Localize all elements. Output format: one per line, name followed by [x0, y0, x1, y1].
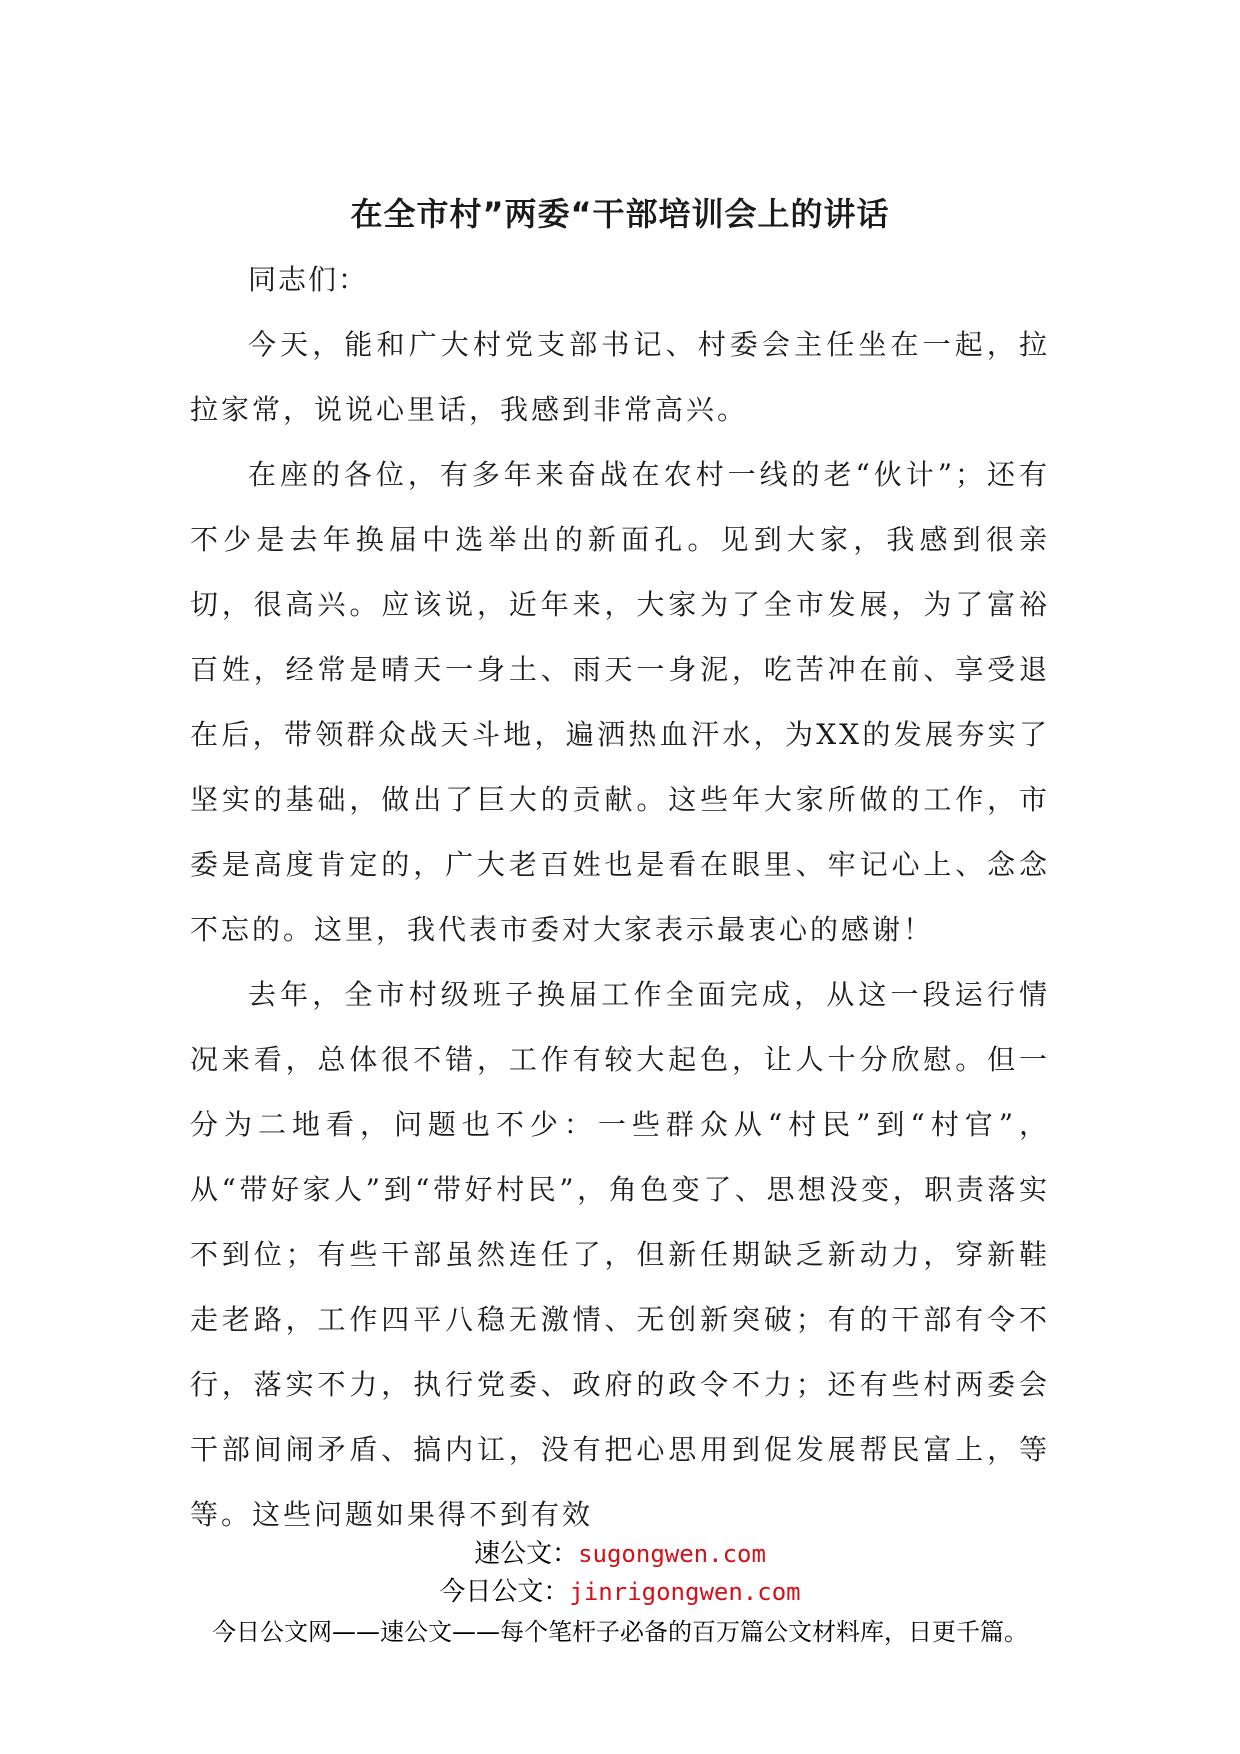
footer-slogan: 今日公文网——速公文——每个笔杆子必备的百万篇公文材料库，日更千篇。 [212, 1618, 1028, 1646]
document-title: 在全市村”两委“干部培训会上的讲话 [350, 195, 890, 233]
footer-label-sugongwen: 速公文： [474, 1539, 579, 1569]
document-body [190, 247, 1050, 1547]
footer-line-jinrigongwen [0, 1573, 1240, 1611]
footer-line-sugongwen [0, 1535, 1240, 1573]
footer-link-jinrigongwen[interactable]: jinrigongwen.com [569, 1578, 801, 1606]
body-paragraph: 去年，全市村级班子换届工作全面完成，从这一段运行情况来看，总体很不错，工作有较大起色，让人十分欣慰。但一分为二地看，问题也不少：一些群众从“村民”到“村官”，从“带好家人”到“带好村民”，角色变了、思想没变，职责落实不到位；有些干部虽然连任了，但新任期缺乏新动力，穿新鞋走老路，工作四平八稳无激情、无创新突破；有的干部有令不行，落实不力，执行党委、政府的政令不力；还有些村两委会干部间闹矛盾、搞内讧，没有把心思用到促发展帮民富上，等等。这些问题如果得不到有效 [190, 978, 1050, 1531]
body-paragraph: 今天，能和广大村党支部书记、村委会主任坐在一起，拉拉家常，说说心里话，我感到非常高兴。 [190, 328, 1050, 426]
watermark-footer [0, 1535, 1240, 1651]
footer-label-jinrigongwen: 今日公文： [439, 1577, 570, 1607]
footer-link-sugongwen[interactable]: sugongwen.com [578, 1540, 766, 1568]
body-paragraph: 在座的各位，有多年来奋战在农村一线的老“伙计”；还有不少是去年换届中选举出的新面孔。见到大家，我感到很亲切，很高兴。应该说，近年来，大家为了全市发展，为了富裕百姓，经常是晴天一身土、雨天一身泥，吃苦冲在前、享受退在后，带领群众战天斗地，遍洒热血汗水，为XX的发展夯实了坚实的基础，做出了巨大的贡献。这些年大家所做的工作，市委是高度肯定的，广大老百姓也是看在眼里、牢记心上、念念不忘的。这里，我代表市委对大家表示最衷心的感谢！ [190, 458, 1050, 946]
salutation-paragraph: 同志们： [248, 263, 369, 296]
